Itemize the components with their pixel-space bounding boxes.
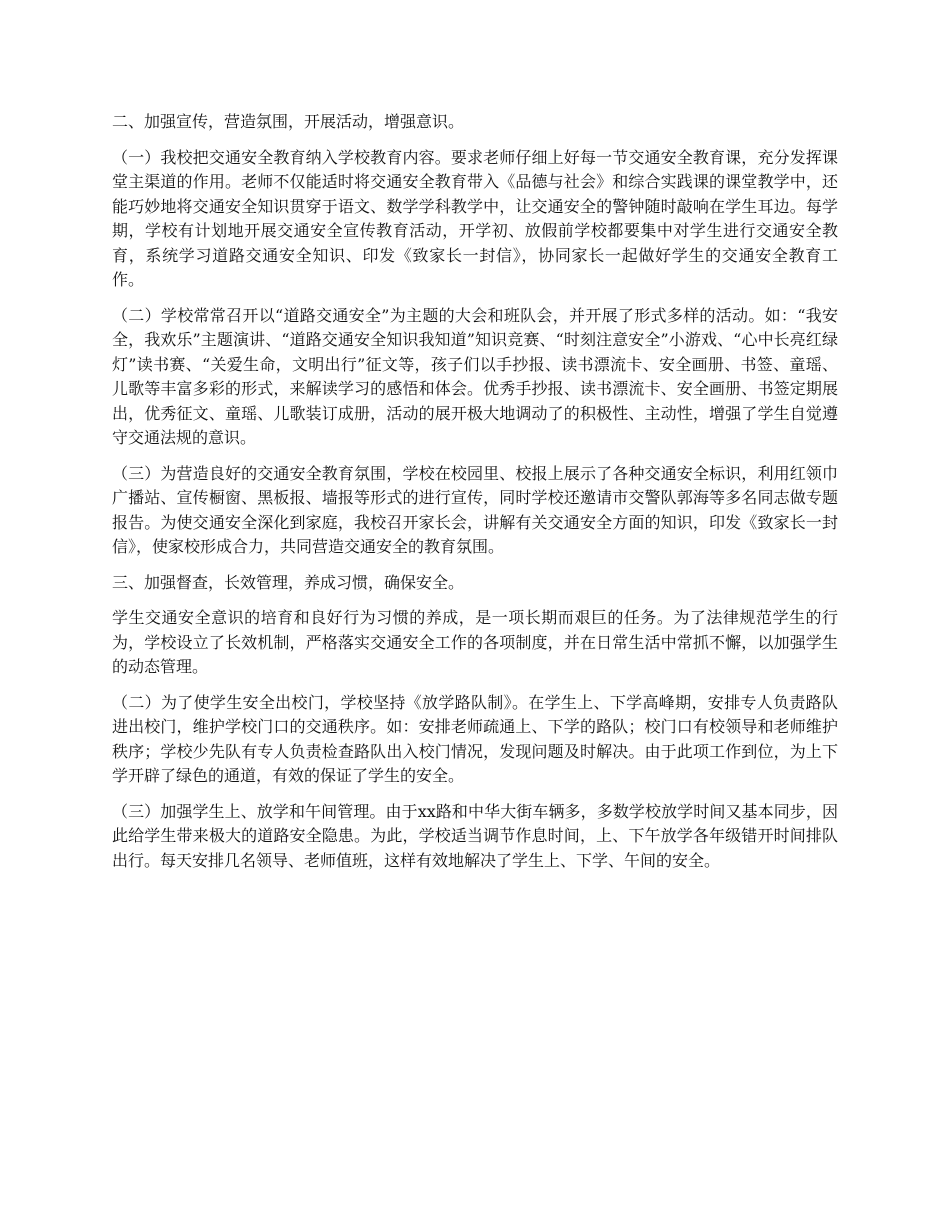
section-heading-three: 三、加强督查，长效管理，养成习惯，确保安全。 xyxy=(112,572,465,592)
paragraph-long-term-mechanism: 学生交通安全意识的培育和良好行为习惯的养成，是一项长期而艰巨的任务。为了法律规范学生的行为，学校设立了长效机制，严格落实交通安全工作的各项制度，并在日常生活中常抓不懈，以加强学生的动态管理。 xyxy=(112,608,838,676)
document-body xyxy=(112,110,838,884)
paragraph-themed-activities: （二）学校常常召开以“道路交通安全”为主题的大会和班队会，并开展了形式多样的活动。如：“我安全，我欢乐”主题演讲、“道路交通安全知识我知道”知识竞赛、“时刻注意安全”小游戏、“心中长亮红绿灯”读书赛、“关爱生命，文明出行”征文等，孩子们以手抄报、读书漂流卡、安全画册、书签、童瑶、儿歌等丰富多彩的形式，来解读学习的感悟和体会。优秀手抄报、读书漂流卡、安全画册、书签定期展出，优秀征文、童瑶、儿歌装订成册，活动的展开极大地调动了的积极性、主动性，增强了学生自觉遵守交通法规的意识。 xyxy=(112,305,838,447)
paragraph-noon-management: （三）加强学生上、放学和午间管理。由于xx路和中华大街车辆多，多数学校放学时间又基本同步，因此给学生带来极大的道路安全隐患。为此，学校适当调节作息时间，上、下午放学各年级错开时间排队出行。每天安排几名领导、老师值班，这样有效地解决了学生上、下学、午间的安全。 xyxy=(112,801,838,870)
paragraph-campus-atmosphere: （三）为营造良好的交通安全教育氛围，学校在校园里、校报上展示了各种交通安全标识，利用红领巾广播站、宣传橱窗、黑板报、墙报等形式的进行宣传，同时学校还邀请市交警队郭海等多名同志做专题报告。为使交通安全深化到家庭，我校召开家长会，讲解有关交通安全方面的知识，印发《致家长一封信》，使家校形成合力，共同营造交通安全的教育氛围。 xyxy=(112,463,838,556)
section-heading-two: 二、加强宣传，营造氛围，开展活动，增强意识。 xyxy=(112,112,465,131)
paragraph-education-content: （一）我校把交通安全教育纳入学校教育内容。要求老师仔细上好每一节交通安全教育课，充分发挥课堂主渠道的作用。老师不仅能适时将交通安全教育带入《品德与社会》和综合实践课的课堂教学中，还能巧妙地将交通安全知识贯穿于语文、数学学科教学中，让交通安全的警钟随时敲响在学生耳边。每学期，学校有计划地开展交通安全宣传教育活动，开学初、放假前学校都要集中对学生进行交通安全教育，系统学习道路交通安全知识、印发《致家长一封信》，协同家长一起做好学生的交通安全教育工作。 xyxy=(112,147,838,289)
paragraph-dismissal-queue: （二）为了使学生安全出校门，学校坚持《放学路队制》。在学生上、下学高峰期，安排专人负责路队进出校门，维护学校门口的交通秩序。如：安排老师疏通上、下学的路队；校门口有校领导和老师维护秩序；学校少先队有专人负责检查路队出入校门情况，发现问题及时解决。由于此项工作到位，为上下学开辟了绿色的通道，有效的保证了学生的安全。 xyxy=(112,692,838,785)
